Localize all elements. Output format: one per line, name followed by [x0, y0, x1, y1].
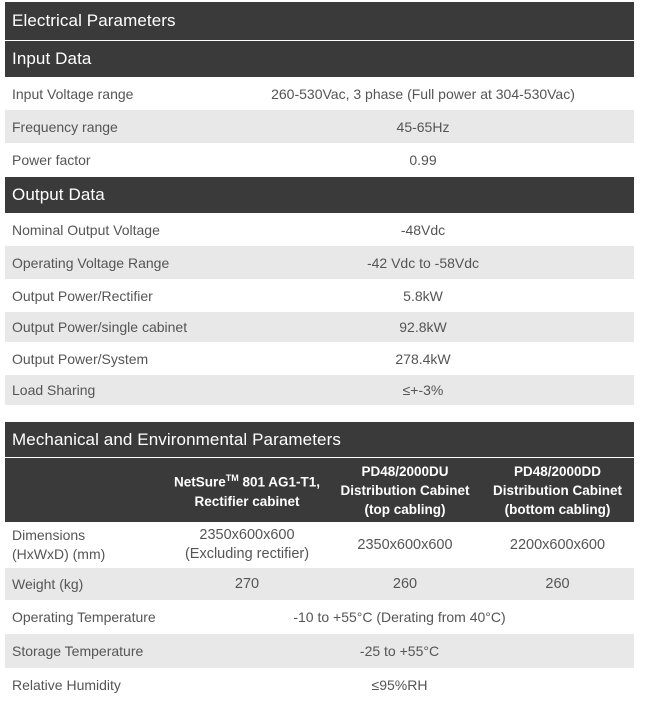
operating-temperature-value: -10 to +55°C (Derating from 40°C) [293, 609, 506, 625]
table-row [5, 213, 634, 246]
row-value: 5.8kW [403, 287, 443, 304]
netsure-model: 801 AG1-T1, [238, 474, 321, 490]
table-row [5, 279, 634, 312]
dimensions-value-line2: (Excluding rectifier) [184, 546, 310, 562]
column-header-du-cabinet [329, 462, 481, 519]
input-data-header: Input Data [5, 40, 634, 77]
mechanical-parameters-table [5, 422, 634, 702]
row-label: Power factor [12, 151, 91, 168]
netsure-name: NetSure [173, 474, 226, 490]
row-value: 0.99 [409, 151, 437, 168]
column-header-line: PD48/2000DU [361, 463, 449, 479]
column-header-rectifier-cabinet [165, 469, 329, 511]
column-header-line: (top cabling) [364, 501, 446, 517]
storage-temperature-label: Storage Temperature [12, 643, 144, 659]
row-value: ≤+-3% [402, 382, 444, 398]
mechanical-parameters-title: Mechanical and Environmental Parameters [5, 422, 634, 457]
electrical-parameters-title: Electrical Parameters [5, 2, 634, 40]
weight-label: Weight (kg) [12, 576, 84, 592]
table-row [5, 77, 634, 110]
table-row [5, 568, 634, 600]
relative-humidity-value: ≤95%RH [371, 677, 428, 693]
table-row [5, 312, 634, 342]
table-row [5, 522, 634, 568]
table-row [5, 375, 634, 405]
row-label: Load Sharing [12, 382, 96, 398]
table-row [5, 668, 634, 702]
row-value: -42 Vdc to -58Vdc [366, 254, 480, 271]
operating-temperature-label: Operating Temperature [12, 609, 156, 625]
column-header-row [5, 457, 634, 522]
dimensions-label-line1: Dimensions [12, 527, 86, 543]
row-label: Nominal Output Voltage [12, 221, 160, 238]
row-value: -48Vdc [400, 221, 446, 238]
table-row [5, 246, 634, 279]
trademark-mark: TM [225, 473, 239, 484]
dimensions-label [5, 526, 165, 564]
row-label: Input Voltage range [12, 85, 134, 102]
dimensions-rectifier [165, 526, 329, 564]
column-header-dd-cabinet [481, 462, 634, 519]
table-row [5, 600, 634, 634]
relative-humidity-label: Relative Humidity [12, 677, 121, 693]
table-row [5, 634, 634, 668]
column-header-line: Rectifier cabinet [194, 493, 300, 509]
row-value: 260-530Vac, 3 phase (Full power at 304-530Vac) [271, 85, 575, 102]
row-label: Output Power/Rectifier [12, 287, 153, 304]
storage-temperature-value: -25 to +55°C [359, 643, 440, 659]
column-header-line: (bottom cabling) [504, 501, 611, 517]
table-row [5, 342, 634, 375]
column-header-line: PD48/2000DD [513, 463, 602, 479]
weight-dd: 260 [545, 576, 570, 592]
row-label: Output Power/single cabinet [12, 319, 188, 335]
table-row [5, 110, 634, 143]
column-header-line: Distribution Cabinet [493, 482, 622, 498]
row-label: Operating Voltage Range [12, 254, 170, 271]
output-data-header: Output Data [5, 176, 634, 213]
row-label: Frequency range [12, 118, 118, 135]
row-label: Output Power/System [12, 350, 149, 367]
dimensions-dd: 2200x600x600 [509, 537, 606, 553]
electrical-parameters-table [5, 2, 634, 405]
weight-rectifier: 270 [234, 576, 260, 592]
column-header-line: Distribution Cabinet [340, 482, 470, 498]
dimensions-value-line1: 2350x600x600 [199, 527, 295, 543]
weight-du: 260 [392, 576, 418, 592]
table-row [5, 143, 634, 176]
dimensions-du: 2350x600x600 [357, 537, 453, 553]
row-value: 278.4kW [395, 350, 451, 367]
row-value: 45-65Hz [396, 118, 450, 135]
row-value: 92.8kW [399, 319, 447, 335]
dimensions-label-line2: (HxWxD) (mm) [12, 546, 106, 562]
